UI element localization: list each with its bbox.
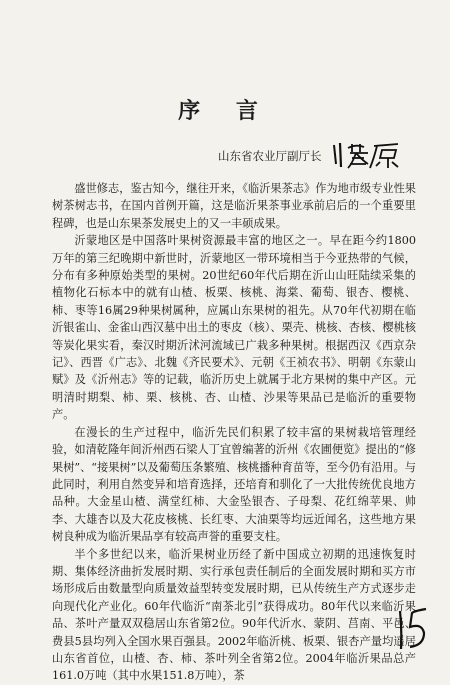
paragraph-4: 半个多世纪以来，临沂果树业历经了新中国成立初期的迅速恢复时期、集体经济曲折发展时期、实行承包责任制后的全面发展时期和买方市场形成后由数量型向质量效益型转变发展时期，已从传统生产方式逐步走向现代化产业化。60年代临沂“南茶北引”获得成功。80年代以来临沂果品、茶叶产量双双稳居山东省第2位。90年代沂水、蒙阴、莒南、平邑、费县5县均列入全国水果百强县。2002年临沂桃、板栗、银杏产量均遥居山东省首位，山楂、杏、柿、茶叶列全省第2位。2004年临沂果品总产161.0万吨（其中水果151.8万吨），茶 xyxy=(52,547,416,683)
page-title: 序 言 xyxy=(178,98,272,124)
handwritten-page-number xyxy=(392,605,432,653)
paragraph-3: 在漫长的生产过程中，临沂先民们积累了较丰富的果树栽培管理经验，如清乾隆年间沂州西石梁人丁宜曾编著的沂州《农圃便览》提出的“修果树”、“接果树”以及葡萄压条繁殖、核桃播种育苗等，至今仍有沿用。与此同时，利用自然变异和培育选择，还培育和驯化了一大批传统优良地方品种。大金星山楂、满堂红柿、大金坠银杏、子母梨、花红绵苹果、帅李、大雄杏以及大花皮核桃、长红枣、大油栗等均远近闻名，这些地方果树良种成为临沂果品享有较高声誉的重要支柱。 xyxy=(52,425,416,544)
author-line xyxy=(218,140,428,170)
preface-body xyxy=(52,180,416,685)
handwritten-signature xyxy=(330,140,420,170)
author-title: 山东省农业厅副厅长 xyxy=(218,149,322,163)
paragraph-2: 沂蒙地区是中国落叶果树资源最丰富的地区之一。早在距今约1800万年的第三纪晚期中新世时，沂蒙地区一带环境相当于今亚热带的气候，分布有多种原始类型的果树。20世纪60年代后期在沂山山旺陆续采集的植物化石标本中的就有山楂、板栗、核桃、海棠、葡萄、银杏、樱桃、柿、枣等16属29种果树属种，应属山东果树的祖先。从70年代初期在临沂银雀山、金雀山西汉墓中出土的枣皮（核）、栗壳、桃核、杏核、樱桃核等炭化果实看，秦汉时期沂沭河流域已广栽多种果树。根据西汉《西京杂记》、西晋《广志》、北魏《齐民要术》、元朝《王祯农书》、明朝《东蒙山赋》及《沂州志》等的记载，临沂历史上就属于北方果树的集中产区。元明清时期梨、柿、栗、核桃、杏、山楂、沙果等果品已是临沂的重要物产。 xyxy=(52,234,416,422)
paragraph-1: 盛世修志，鉴古知今，继往开来，《临沂果茶志》作为地市级专业性果树茶树志书，在国内首例开篇，这是临沂果茶事业承前启后的一个重要里程碑，也是山东果茶发展史上的又一丰硕成果。 xyxy=(52,182,416,230)
